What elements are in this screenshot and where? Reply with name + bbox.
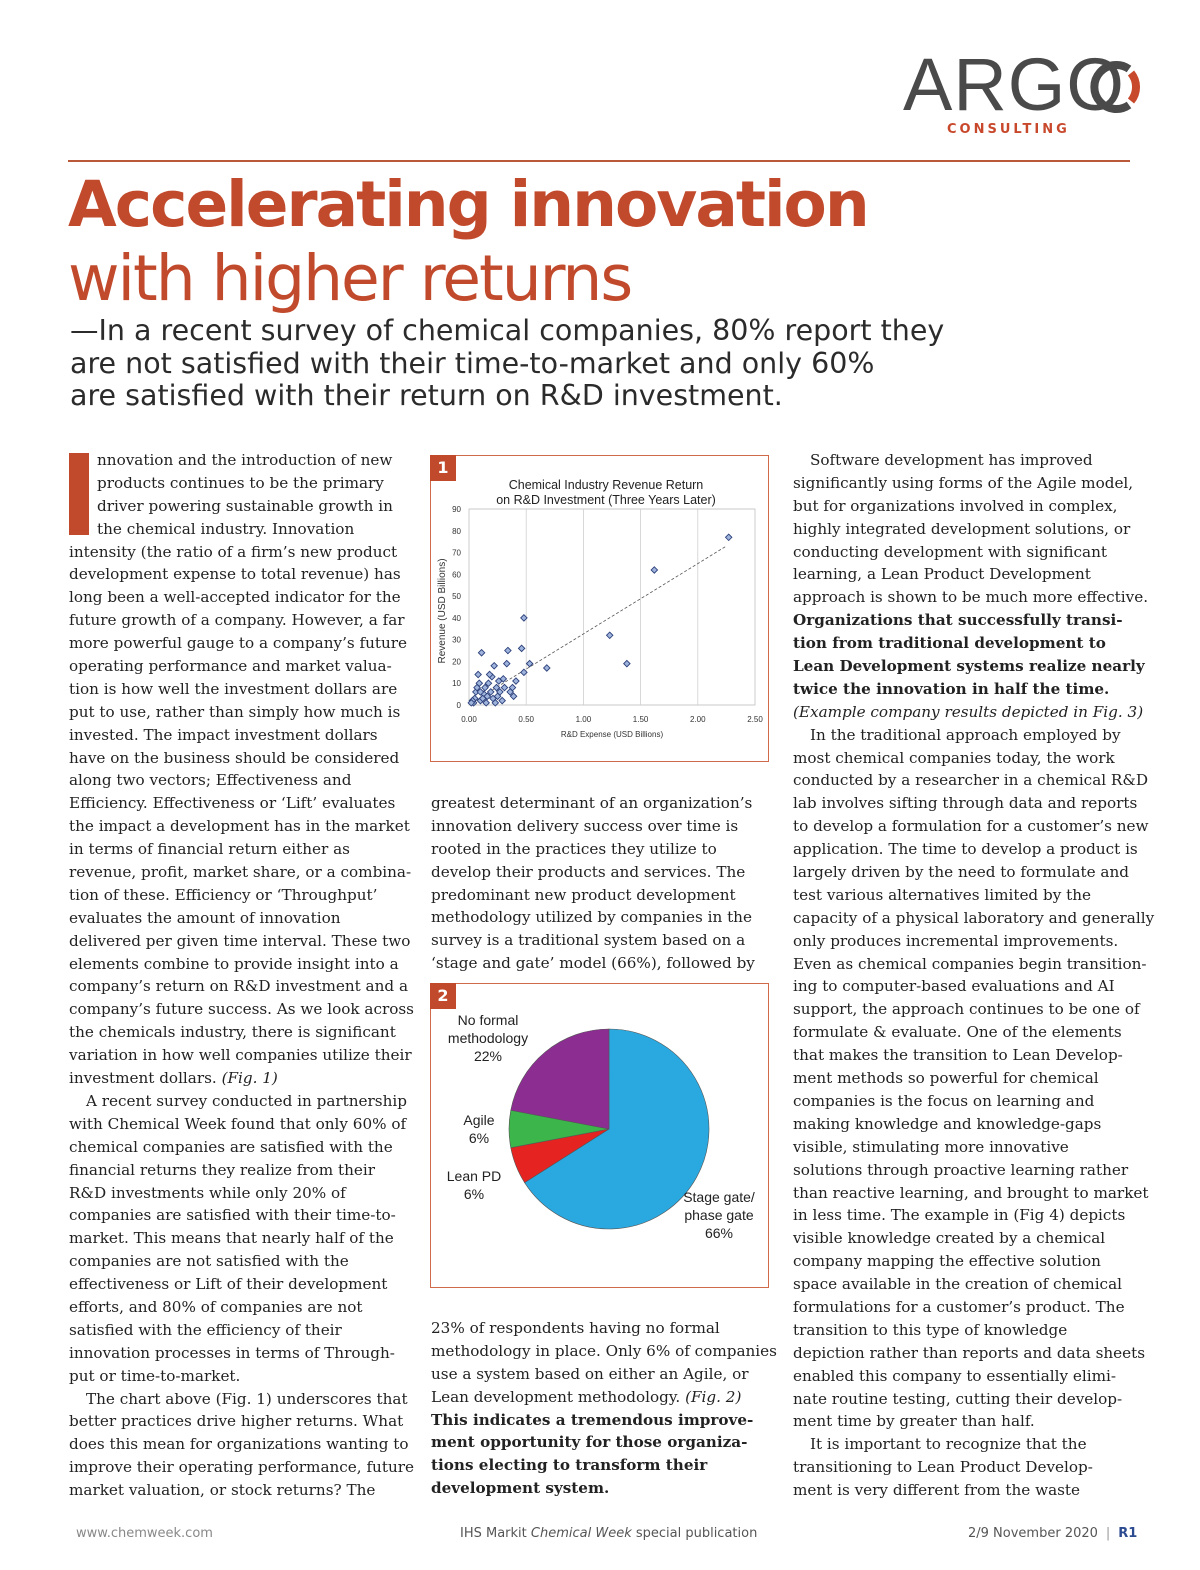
y-axis-label: Revenue (USD Billions): [437, 558, 448, 664]
text-line: [69, 1365, 414, 1388]
body-text: company mapping the effective solution: [793, 1252, 1101, 1271]
text-line: [431, 1477, 776, 1500]
pie-slice-label: Lean PD: [446, 1168, 502, 1184]
body-text: test various alternatives limited by the: [793, 885, 1091, 904]
text-line: [69, 1044, 414, 1067]
body-text: rooted in the practices they utilize to: [431, 839, 717, 858]
text-line: [69, 541, 414, 564]
text-line: [69, 655, 414, 678]
text-line: [793, 1410, 1138, 1433]
text-line: [69, 1067, 414, 1090]
body-text: better practices drive higher returns. What: [69, 1412, 404, 1431]
text-line: [69, 792, 414, 815]
text-line: [793, 609, 1138, 632]
scatter-plot: [431, 456, 768, 761]
x-tick-label: 1.50: [632, 715, 649, 724]
text-line: [69, 495, 414, 518]
text-line: [793, 815, 1149, 838]
text-line: [69, 953, 414, 976]
body-text: largely driven by the need to formulate and: [793, 863, 1129, 882]
body-text: the impact a development has in the market: [69, 817, 410, 836]
plot-area: [469, 509, 755, 705]
body-text: evaluates the amount of innovation: [69, 908, 341, 927]
text-line: [69, 1410, 414, 1433]
body-text: solutions through proactive learning rather: [793, 1160, 1129, 1179]
data-point: [544, 665, 550, 671]
data-point: [478, 650, 484, 656]
body-text: In the traditional approach employed by: [810, 725, 1121, 744]
x-tick-label: 0.50: [518, 715, 534, 724]
body-text: depiction rather than reports and data sheets: [793, 1343, 1146, 1362]
text-line: [431, 838, 776, 861]
footer-publication: [460, 1526, 757, 1541]
body-text: The chart above (Fig. 1) underscores that: [86, 1389, 408, 1408]
text-line: [69, 586, 414, 609]
text-line: [431, 1409, 776, 1432]
text-line: [793, 724, 1138, 747]
text-line: [431, 1317, 776, 1340]
body-text: financial returns they realize from their: [69, 1160, 376, 1179]
text-line: [793, 1479, 1138, 1502]
standfirst: [70, 314, 945, 413]
body-text: driver powering sustainable growth in: [97, 496, 393, 515]
text-line: [69, 518, 414, 541]
text-line: [793, 1159, 1138, 1182]
text-line: [69, 861, 414, 884]
text-line: [431, 792, 776, 815]
logo-o-mark: [1085, 59, 1141, 115]
body-text: improve their operating performance, future: [69, 1458, 414, 1477]
y-tick-label: 40: [452, 613, 461, 623]
body-text: have on the business should be considered: [69, 748, 400, 767]
body-text: transitioning to Lean Product Develop-: [793, 1458, 1093, 1477]
body-text: along two vectors; Effectiveness and: [69, 771, 352, 790]
text-line: [793, 1250, 1138, 1273]
y-tick-label: 50: [452, 592, 461, 602]
emphasis-text: Lean Development systems realize nearly: [793, 657, 1145, 676]
text-line: [69, 632, 414, 655]
logo-subtitle: CONSULTING: [947, 122, 1070, 137]
body-text: transition to this type of knowledge: [793, 1320, 1068, 1339]
chart-title-line: on R&D Investment (Three Years Later): [496, 493, 716, 507]
pie-slice-label: 6%: [468, 1130, 490, 1146]
headline-line-2: with higher returns: [68, 242, 632, 315]
x-axis-label: R&D Expense (USD Billions): [560, 730, 664, 739]
header-rule: [68, 160, 1130, 162]
pie-slice-label: 6%: [463, 1186, 485, 1202]
body-text: Lean development methodology.: [431, 1387, 681, 1406]
text-line: [793, 907, 1155, 930]
y-tick-label: 30: [452, 635, 461, 645]
body-text: enabled this company to essentially elimi-: [793, 1366, 1116, 1385]
text-line: [793, 792, 1138, 815]
y-tick-label: 0: [456, 701, 461, 710]
body-text: market valuation, or stock returns? The: [69, 1481, 376, 1500]
text-line: [793, 769, 1149, 792]
figure-1-scatter-chart: [430, 455, 769, 762]
text-line: [793, 701, 1144, 724]
data-point: [491, 663, 497, 669]
body-text: in less time. The example in (Fig 4) depicts: [793, 1206, 1126, 1225]
text-line: [69, 1113, 414, 1136]
data-point: [505, 647, 511, 653]
emphasis-text: tions electing to transform their: [431, 1456, 708, 1475]
y-tick-label: 20: [452, 657, 461, 667]
pie-slice-label: Agile: [463, 1112, 495, 1128]
text-line: [431, 815, 776, 838]
body-text: put to use, rather than simply how much is: [69, 702, 401, 721]
pie-slice-label: No formal: [457, 1012, 519, 1028]
body-text: formulate & evaluate. One of the elements: [793, 1023, 1122, 1042]
text-line: [793, 884, 1138, 907]
body-text: survey is a traditional system based on a: [431, 931, 746, 950]
body-text: tion of these. Efficiency or ‘Throughput’: [69, 885, 378, 904]
body-text: elements combine to provide insight into a: [69, 954, 399, 973]
y-tick-label: 10: [452, 679, 461, 689]
text-line: [69, 1273, 414, 1296]
body-text: Software development has improved: [810, 451, 1093, 469]
text-line: [793, 1388, 1138, 1411]
body-text: chemical companies are satisfied with the: [69, 1137, 393, 1156]
text-line: [69, 884, 414, 907]
text-line: [69, 747, 414, 770]
body-text: companies is the focus on learning and: [793, 1091, 1095, 1110]
text-line: [69, 449, 414, 472]
text-line: [69, 1250, 414, 1273]
body-text: making knowledge and knowledge-gaps: [793, 1114, 1102, 1133]
text-line: [793, 586, 1149, 609]
y-tick-label: 70: [452, 548, 461, 558]
text-line: [431, 906, 776, 929]
y-tick-label: 90: [452, 505, 461, 514]
text-line: [793, 1296, 1138, 1319]
figure-reference: (Fig. 1): [221, 1069, 278, 1088]
body-text: in terms of financial return either as: [69, 840, 350, 859]
argo-logo: [895, 45, 1140, 145]
body-text: investment dollars.: [69, 1069, 217, 1088]
footer-pub-name: Chemical Week: [530, 1526, 632, 1541]
text-line: [793, 1136, 1138, 1159]
emphasis-text: tion from traditional development to: [793, 634, 1106, 653]
pie-chart: [431, 984, 768, 1287]
body-text: ment methods so powerful for chemical: [793, 1069, 1099, 1088]
body-text: approach is shown to be much more effective.: [793, 588, 1149, 607]
body-text: It is important to recognize that the: [810, 1435, 1087, 1454]
text-line: [69, 1319, 414, 1342]
text-line: [793, 563, 1138, 586]
chart-title-line: Chemical Industry Revenue Return: [508, 478, 704, 492]
body-text: develop their products and services. The: [431, 862, 746, 881]
text-line: [69, 930, 414, 953]
body-text: R&D investments while only 20% of: [69, 1183, 346, 1202]
body-text: support, the approach continues to be one of: [793, 1000, 1140, 1019]
data-point: [501, 684, 507, 690]
body-text: methodology in place. Only 6% of companies: [431, 1341, 777, 1360]
text-line: [69, 1296, 414, 1319]
text-line: [69, 678, 414, 701]
body-text: significantly using forms of the Agile model,: [793, 473, 1134, 492]
text-line: [793, 838, 1138, 861]
text-line: [431, 884, 776, 907]
body-text: the chemicals industry, there is significant: [69, 1023, 396, 1042]
body-text: long been a well-accepted indicator for the: [69, 588, 401, 607]
data-point: [499, 697, 505, 703]
text-line: [793, 1067, 1138, 1090]
data-point: [504, 660, 510, 666]
body-text: with Chemical Week found that only 60% of: [69, 1114, 407, 1133]
text-line: [431, 861, 776, 884]
body-text: learning, a Lean Product Development: [793, 565, 1091, 584]
footer-separator: |: [1105, 1526, 1111, 1541]
text-line: [69, 838, 414, 861]
body-text: A recent survey conducted in partnership: [86, 1091, 407, 1110]
body-text: ‘stage and gate’ model (66%), followed by: [431, 954, 755, 973]
footer-website: www.chemweek.com: [76, 1526, 213, 1541]
logo-wordmark: ARGO: [903, 43, 1125, 126]
text-line: [793, 495, 1138, 518]
body-text: application. The time to develop a product is: [793, 840, 1138, 859]
body-text: intensity (the ratio of a firm’s new product: [69, 542, 398, 561]
text-line: [793, 1204, 1138, 1227]
text-line: [431, 1386, 776, 1409]
body-text: development expense to total revenue) has: [69, 565, 401, 584]
body-text: companies are satisfied with their time-to-: [69, 1206, 396, 1225]
body-text: does this mean for organizations wanting to: [69, 1435, 409, 1454]
body-text: innovation delivery success over time is: [431, 816, 739, 835]
body-text: than reactive learning, and brought to market: [793, 1183, 1149, 1202]
text-line: [69, 472, 414, 495]
body-text: companies are not satisfied with the: [69, 1252, 349, 1271]
body-text: market. This means that nearly half of the: [69, 1229, 394, 1248]
text-line: [431, 1454, 776, 1477]
figure-reference: (Fig. 2): [685, 1387, 742, 1406]
data-point: [651, 567, 657, 573]
body-text: the chemical industry. Innovation: [97, 519, 355, 538]
body-text: to develop a formulation for a customer’s new: [793, 817, 1149, 836]
body-text: company’s return on R&D investment and a: [69, 977, 408, 996]
data-point: [725, 534, 731, 540]
text-line: [69, 1159, 414, 1182]
body-text: future growth of a company. However, a far: [69, 611, 405, 630]
body-text: ment is very different from the waste: [793, 1481, 1081, 1500]
body-text: nate routine testing, cutting their develop-: [793, 1389, 1123, 1408]
column-3: [793, 449, 1155, 1502]
body-text: delivered per given time interval. These two: [69, 931, 411, 950]
body-text: capacity of a physical laboratory and generally: [793, 908, 1155, 927]
text-line: [793, 1182, 1149, 1205]
headline-line-1: Accelerating innovation: [68, 168, 868, 241]
x-tick-label: 1.00: [575, 715, 592, 724]
x-tick-label: 2.50: [747, 715, 763, 724]
text-line: [69, 1090, 414, 1113]
body-text: effectiveness or Lift of their development: [69, 1275, 388, 1294]
text-line: [793, 1319, 1138, 1342]
text-line: [69, 815, 414, 838]
body-text: visible knowledge created by a chemical: [793, 1229, 1106, 1248]
figure-reference: (Example company results depicted in Fig. 3): [793, 702, 1144, 721]
text-line: [69, 724, 414, 747]
text-line: [69, 1456, 414, 1479]
figure-2-pie-chart: [430, 983, 769, 1288]
pie-slice-label: 66%: [704, 1225, 734, 1241]
column-2-top: [431, 792, 776, 975]
body-text: put or time-to-market.: [69, 1366, 241, 1385]
body-text: company’s future success. As we look across: [69, 1000, 414, 1019]
emphasis-text: twice the innovation in half the time.: [793, 679, 1110, 698]
text-line: [69, 975, 414, 998]
body-text: greatest determinant of an organization’s: [431, 794, 753, 812]
data-point: [607, 632, 613, 638]
body-text: lab involves sifting through data and reports: [793, 794, 1138, 813]
text-line: [793, 678, 1138, 701]
figure-number-badge: 1: [430, 455, 456, 481]
body-text: Even as chemical companies begin transition-: [793, 954, 1147, 973]
text-line: [431, 1363, 776, 1386]
data-point: [475, 671, 481, 677]
body-text: only produces incremental improvements.: [793, 931, 1119, 950]
text-line: [793, 541, 1138, 564]
text-line: [69, 998, 414, 1021]
body-text: conducting development with significant: [793, 542, 1107, 561]
body-text: space available in the creation of chemical: [793, 1275, 1122, 1294]
text-line: [793, 449, 1138, 472]
pie-slice-label: 22%: [473, 1048, 503, 1064]
pie-slice-label: Stage gate/: [683, 1189, 755, 1205]
text-line: [69, 563, 414, 586]
text-line: [793, 747, 1138, 770]
y-tick-label: 60: [452, 570, 461, 580]
text-line: [793, 1021, 1138, 1044]
x-tick-label: 0.00: [461, 715, 477, 724]
text-line: [431, 1340, 776, 1363]
body-text: satisfied with the efficiency of their: [69, 1320, 342, 1339]
emphasis-text: ment opportunity for those organiza-: [431, 1433, 748, 1452]
text-line: [431, 1431, 776, 1454]
emphasis-text: This indicates a tremendous improve-: [431, 1410, 754, 1429]
body-text: products continues to be the primary: [97, 473, 384, 492]
text-line: [793, 1113, 1138, 1136]
text-line: [69, 1182, 414, 1205]
text-line: [69, 1433, 414, 1456]
body-text: more powerful gauge to a company’s future: [69, 634, 408, 653]
y-tick-label: 80: [452, 526, 461, 536]
text-line: [793, 1365, 1138, 1388]
body-text: predominant new product development: [431, 885, 736, 904]
footer-date: 2/9 November 2020: [968, 1526, 1098, 1541]
trend-line: [471, 546, 726, 703]
text-line: [793, 1433, 1138, 1456]
logo-o-red-arc: [1131, 73, 1136, 101]
body-text: use a system based on either an Agile, or: [431, 1364, 749, 1383]
text-line: [69, 609, 414, 632]
data-point: [513, 678, 519, 684]
text-line: [793, 998, 1138, 1021]
text-line: [793, 1044, 1138, 1067]
pie-slice-label: phase gate: [684, 1207, 754, 1223]
body-text: innovation processes in terms of Through-: [69, 1343, 395, 1362]
body-text: highly integrated development solutions, or: [793, 519, 1131, 538]
page-number: R1: [1118, 1526, 1138, 1541]
body-text: 23% of respondents having no formal: [431, 1319, 720, 1337]
text-line: [793, 1456, 1138, 1479]
text-line: [69, 1342, 414, 1365]
text-line: [793, 975, 1138, 998]
footer-pub-suffix: special publication: [631, 1526, 758, 1541]
body-text: efforts, and 80% of companies are not: [69, 1297, 363, 1316]
footer-pub-prefix: IHS Markit: [460, 1526, 531, 1541]
text-line: [69, 1021, 414, 1044]
column-2-bottom: [431, 1317, 776, 1500]
text-line: [69, 1227, 414, 1250]
emphasis-text: Organizations that successfully transi-: [793, 611, 1123, 630]
x-tick-label: 2.00: [690, 715, 706, 724]
footer-date-page: [968, 1526, 1137, 1541]
text-line: [793, 861, 1138, 884]
text-line: [793, 930, 1138, 953]
body-text: ing to computer-based evaluations and AI: [793, 977, 1115, 996]
body-text: ment time by greater than half.: [793, 1412, 1035, 1431]
data-point: [624, 660, 630, 666]
text-line: [793, 518, 1138, 541]
text-line: [793, 1090, 1138, 1113]
body-text: but for organizations involved in complex,: [793, 496, 1118, 515]
body-text: tion is how well the investment dollars are: [69, 679, 398, 698]
pie-slice-label: methodology: [447, 1030, 529, 1046]
standfirst-line: —In a recent survey of chemical companies, 80% report they: [70, 314, 945, 347]
figure-number-badge: 2: [430, 983, 456, 1009]
body-text: invested. The impact investment dollars: [69, 725, 378, 744]
text-line: [431, 952, 776, 975]
body-text: that makes the transition to Lean Develop-: [793, 1046, 1123, 1065]
body-text: nnovation and the introduction of new: [97, 451, 393, 469]
body-text: most chemical companies today, the work: [793, 748, 1115, 767]
text-line: [793, 632, 1138, 655]
text-line: [69, 769, 414, 792]
text-line: [793, 1227, 1138, 1250]
text-line: [69, 1136, 414, 1159]
body-text: methodology utilized by companies in the: [431, 908, 752, 927]
body-text: Efficiency. Effectiveness or ‘Lift’ evaluates: [69, 794, 396, 813]
logo-o-grey-arc: [1094, 65, 1129, 109]
text-line: [69, 701, 414, 724]
standfirst-line: are not satisfied with their time-to-market and only 60%: [70, 346, 875, 380]
body-text: operating performance and market valua-: [69, 657, 392, 676]
text-line: [69, 1388, 414, 1411]
text-line: [793, 655, 1145, 678]
column-1: [69, 449, 414, 1502]
text-line: [69, 907, 414, 930]
body-text: formulations for a customer’s product. The: [793, 1297, 1125, 1316]
data-point: [518, 645, 524, 651]
text-line: [793, 1342, 1146, 1365]
standfirst-line: are satisfied with their return on R&D investment.: [70, 379, 783, 412]
body-text: visible, stimulating more innovative: [793, 1137, 1069, 1156]
text-line: [69, 1204, 414, 1227]
text-line: [793, 472, 1138, 495]
text-line: [431, 929, 776, 952]
body-text: variation in how well companies utilize their: [69, 1046, 412, 1065]
text-line: [793, 1273, 1138, 1296]
text-line: [793, 953, 1147, 976]
body-text: revenue, profit, market share, or a combina-: [69, 863, 412, 882]
emphasis-text: development system.: [431, 1479, 610, 1498]
body-text: conducted by a researcher in a chemical R&D: [793, 771, 1149, 790]
text-line: [69, 1479, 414, 1502]
